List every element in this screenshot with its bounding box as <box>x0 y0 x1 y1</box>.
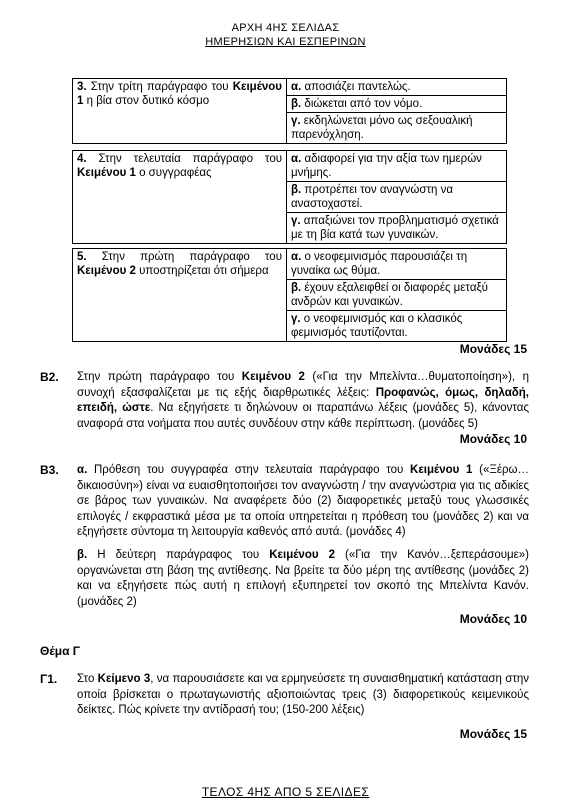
option-text: απαξιώνει τον προβληματισμό σχετικά με τη βία κατά των γυναικών. <box>291 215 499 241</box>
question-number: 5. <box>77 251 87 263</box>
page-footer-text: ΤΕΛΟΣ 4ΗΣ ΑΠΟ 5 ΣΕΛΙΔΕΣ <box>201 785 370 799</box>
option-letter: γ. <box>291 215 301 227</box>
marks-g1: Μονάδες 15 <box>459 727 527 741</box>
stem-text-bold: Κειμένου 1 <box>77 81 282 107</box>
option-text: ο νεοφεμινισμός και ο κλασικός φεμινισμός ταυτίζονται. <box>291 313 463 339</box>
option-letter: β. <box>291 98 302 110</box>
text: («Για την Μπελίντα…θυματοποίηση»), η συνοχή εξασφαλίζεται με τις εξής διαρθρωτικές λέξεις: <box>77 371 529 399</box>
subquestion-letter: β. <box>77 549 88 561</box>
text: Στο <box>77 673 98 685</box>
option-text: προτρέπει τον αναγνώστη να αναστοχαστεί. <box>291 184 454 210</box>
theme-title: Θέμα Γ <box>40 644 81 658</box>
page-header-line2 <box>0 36 571 48</box>
option-c <box>287 311 506 341</box>
stem-text: υποστηρίζεται ότι σήμερα <box>135 265 269 277</box>
stem-text: η βία στον δυτικό κόσμο <box>83 95 210 107</box>
text-bold: Προφανώς, όμως, δηλαδή, επειδή, ώστε <box>77 386 529 414</box>
option-letter: β. <box>291 282 302 294</box>
option-b <box>287 96 506 113</box>
question-text-b3-b <box>77 548 529 610</box>
question-stem <box>73 151 287 244</box>
question-text-g1 <box>77 672 529 719</box>
option-letter: α. <box>291 251 302 263</box>
marks-b3: Μονάδες 10 <box>459 612 527 626</box>
option-letter: α. <box>291 153 302 165</box>
option-b <box>287 182 506 213</box>
marks-15: Μονάδες 15 <box>459 342 527 356</box>
question-table-3 <box>72 78 507 144</box>
question-table-5 <box>72 248 507 342</box>
option-b <box>287 280 506 311</box>
stem-text: Στην πρώτη παράγραφο του <box>86 251 282 263</box>
stem-text-bold: Κειμένου 1 <box>77 167 136 179</box>
option-text: αποσιάζει παντελώς. <box>301 81 411 93</box>
stem-text-bold: Κειμένου 2 <box>77 265 136 277</box>
option-c <box>287 113 506 143</box>
text: Η δεύτερη παράγραφος του <box>87 549 270 561</box>
option-c <box>287 213 506 243</box>
question-label-b2: Β2. <box>40 370 59 384</box>
question-label-b3: Β3. <box>40 463 59 477</box>
page-header-line2-text: ΗΜΕΡΗΣΙΩΝ ΚΑΙ ΕΣΠΕΡΙΝΩΝ <box>205 36 366 48</box>
text-bold: Κειμένου 2 <box>269 549 335 561</box>
text: , να παρουσιάσετε και να ερμηνεύσετε τη συναισθηματική κατάσταση στην οποία βρίσκεται ο πρωταγωνιστής αξιοποιώντας τρεις (3) διαφορετικούς κειμενικούς δείκτες. Πώς κρίνετε την αντίδρασή του; (150-200 λέξεις) <box>77 673 530 716</box>
question-number: 4. <box>77 153 87 165</box>
text-bold: Κειμένου 2 <box>241 371 305 383</box>
option-a <box>287 249 506 280</box>
text: («Για την Κανόν…ξεπεράσουμε») οργανώνεται στη βάση της αντίθεσης. Να βρείτε τα δύο μέρη της αντίθεσης (μονάδες 2) και να εξηγήσετε πώς αυτή η επιλογή εξυπηρετεί τον σκοπό της Μπελίντα Κανόν. (μονάδες 2) <box>77 549 529 608</box>
question-label-g1: Γ1. <box>40 672 58 686</box>
question-text-b2 <box>77 370 529 432</box>
question-number: 3. <box>77 81 87 93</box>
option-letter: β. <box>291 184 302 196</box>
options-cell <box>287 151 507 244</box>
option-text: εκδηλώνεται μόνο ως σεξουαλική παρενόχληση. <box>291 115 473 141</box>
page-footer <box>0 785 571 799</box>
question-stem <box>73 79 287 144</box>
stem-text: Στην τελευταία παράγραφο του <box>86 153 282 165</box>
text: . Να εξηγήσετε τι δηλώνουν οι παραπάνω λέξεις (μονάδες 5), κάνοντας αναφορά στα νοήματα που αυτές συνδέουν στην κάθε περίπτωση. (μονάδες 5) <box>77 402 529 430</box>
question-text-b3-a <box>77 463 529 541</box>
option-text: αδιαφορεί για την αξία των ημερών μνήμης. <box>291 153 482 179</box>
option-a <box>287 79 506 96</box>
text-bold: Κείμενο 3 <box>97 673 151 685</box>
options-cell <box>287 249 507 342</box>
page-header-line1: ΑΡΧΗ 4ΗΣ ΣΕΛΙΔΑΣ <box>231 22 340 34</box>
option-text: ο νεοφεμινισμός παρουσιάζει τη γυναίκα ως θύμα. <box>291 251 468 277</box>
text: («Ξέρω… δικαιοσύνη») είναι να ευαισθητοποιήσει τον αναγνώστη / την αναγνώστρια για τις αδικίες σε βάρος των γυναικών. Να αναφέρετε δύο (2) διαφορετικές μεταξύ τους γλωσσικές επιλογές / εκφραστικά μέσα με τα οποία υπηρετείται η πρόθεση του (μονάδες 2) και να εξηγήσετε σύντομα τη λειτουργία καθενός από αυτά. (μονάδες 4) <box>77 464 530 538</box>
question-stem <box>73 249 287 342</box>
text: Στην πρώτη παράγραφο του <box>77 371 242 383</box>
option-text: έχουν εξαλειφθεί οι διαφορές μεταξύ ανδρών και γυναικών. <box>291 282 488 308</box>
options-cell <box>287 79 507 144</box>
option-a <box>287 151 506 182</box>
option-letter: γ. <box>291 313 301 325</box>
question-table-4 <box>72 150 507 244</box>
text-bold: Κειμένου 1 <box>410 464 473 476</box>
option-letter: γ. <box>291 115 301 127</box>
option-letter: α. <box>291 81 302 93</box>
option-text: διώκεται από τον νόμο. <box>301 98 423 110</box>
stem-text: ο συγγραφέας <box>135 167 212 179</box>
stem-text: Στην τρίτη παράγραφο του <box>86 81 233 93</box>
marks-b2: Μονάδες 10 <box>459 432 527 446</box>
text: Πρόθεση του συγγραφέα στην τελευταία παράγραφο του <box>87 464 411 476</box>
subquestion-letter: α. <box>77 464 88 476</box>
